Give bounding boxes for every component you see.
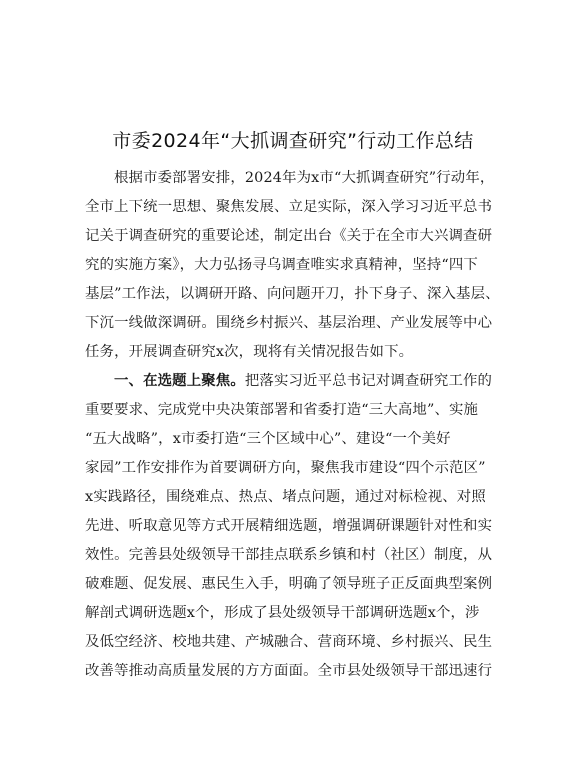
paragraph-line: 及低空经济、校地共建、产城融合、营商环境、乡村振兴、民生: [85, 634, 493, 650]
paragraph-line: 记关于调查研究的重要论述，制定出台《关于在全市大兴调查研: [85, 228, 493, 244]
paragraph-line: 基层”工作法，以调研开路、向问题开刀，扑下身子、深入基层、: [85, 286, 500, 302]
paragraph-line: x实践路径，围绕难点、热点、堵点问题，通过对标检视、对照: [85, 489, 486, 505]
paragraph-line: 究的实施方案》，大力弘扬寻乌调查唯实求真精神，坚持“四下: [85, 257, 478, 273]
document-title: 市委2024年“大抓调查研究”行动工作总结: [112, 130, 474, 152]
paragraph-line: 任务，开展调查研究x次，现将有关情况报告如下。: [85, 344, 414, 360]
paragraph-line: 先进、听取意见等方式开展精细选题，增强调研课题针对性和实: [85, 518, 493, 534]
paragraph-line: 家园”工作安排作为首要调研方向，聚焦我市建设“四个示范区”: [85, 460, 486, 476]
paragraph-line: 根据市委部署安排，2024年为x市“大抓调查研究”行动年，: [114, 170, 495, 186]
intro-paragraph: [85, 164, 505, 367]
paragraph-line: “五大战略”，x市委打造“三个区域中心”、建设“一个美好: [85, 431, 451, 447]
section-first-line-text: 把落实习近平总书记对调查研究工作的: [244, 373, 493, 389]
paragraph-line: 全市上下统一思想、聚焦发展、立足实际，深入学习习近平总书: [85, 199, 493, 215]
document-body: [85, 164, 505, 686]
section-heading: 一、在选题上聚焦。: [114, 373, 245, 389]
paragraph-line: 破难题、促发展、惠民生入手，明确了领导班子正反面典型案例: [85, 576, 493, 592]
paragraph-line: 解剖式调研选题x个，形成了县处级领导干部调研选题x个，涉: [85, 605, 480, 621]
paragraph-line: 效性。完善县处级领导干部挂点联系乡镇和村（社区）制度，从: [85, 547, 493, 563]
paragraph-line: 下沉一线做深调研。围绕乡村振兴、基层治理、产业发展等中心: [85, 315, 493, 331]
paragraph-line: 重要要求、完成党中央决策部署和省委打造“三大高地”、实施: [85, 402, 479, 418]
section-first-line: [85, 367, 505, 396]
paragraph-line: 改善等推动高质量发展的方方面面。全市县处级领导干部迅速行: [85, 663, 493, 679]
section-one-paragraph: [85, 367, 505, 686]
